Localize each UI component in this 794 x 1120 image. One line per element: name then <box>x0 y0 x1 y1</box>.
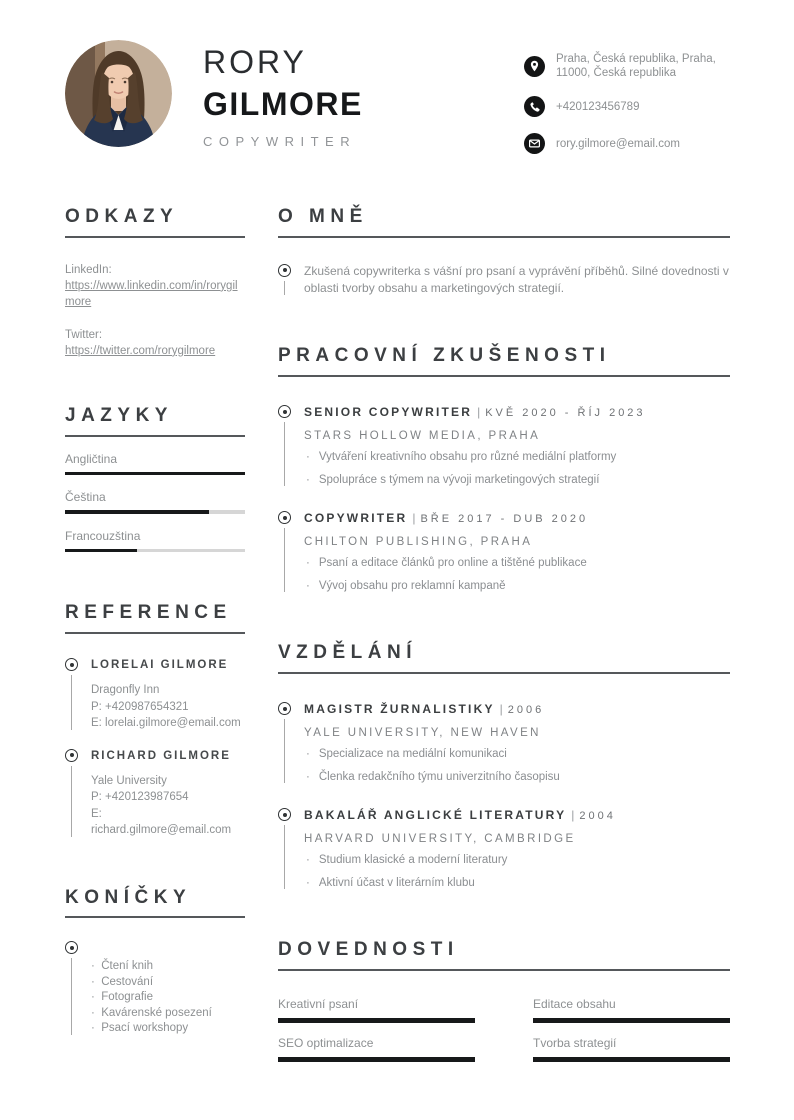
language-name: Angličtina <box>65 451 118 466</box>
language-name: Čeština <box>65 490 106 505</box>
timeline-rail <box>278 701 291 785</box>
section-links <box>65 206 245 359</box>
hobby-item: · Psací workshopy <box>91 1021 245 1037</box>
reference-name: LORELAI GILMORE <box>91 659 229 672</box>
section-skills <box>278 939 730 1062</box>
section-divider <box>278 672 730 674</box>
section-divider <box>278 969 730 971</box>
language-item <box>65 529 245 553</box>
degree-dates: 2006 <box>507 704 545 717</box>
education-bullet: · Aktivní účast v literárním klubu <box>304 876 730 891</box>
contact-phone: +420123456789 <box>556 100 640 113</box>
education-entry <box>278 701 730 785</box>
education-bullet: · Studium klasické a moderní literatury <box>304 853 730 868</box>
references-section-title: REFERENCE <box>65 602 232 624</box>
job-bullet: · Vytváření kreativního obsahu pro různé mediální platformy <box>304 450 730 465</box>
timeline-line <box>71 958 72 1035</box>
header <box>65 40 730 154</box>
timeline-line <box>284 281 285 296</box>
languages-section-title: JAZYKY <box>65 404 173 426</box>
skills-section-title: DOVEDNOSTI <box>278 939 459 961</box>
language-level-bar <box>65 510 245 514</box>
timeline-line <box>284 422 285 486</box>
link-label: Twitter: <box>65 328 103 341</box>
language-name: Francouzština <box>65 528 141 543</box>
timeline-rail <box>278 404 291 488</box>
contact-phone-row <box>524 96 730 117</box>
section-divider <box>65 236 245 238</box>
portrait-photo <box>65 40 172 147</box>
degree-dates: 2004 <box>579 810 616 823</box>
hobby-list <box>91 959 245 1037</box>
skill-item <box>278 997 475 1023</box>
about-entry <box>278 263 730 298</box>
reference-email: E: lorelai.gilmore@email.com <box>91 717 241 730</box>
timeline-rail <box>278 807 291 891</box>
job-bullet: · Vývoj obsahu pro reklamní kampaně <box>304 579 730 594</box>
skill-level-bar <box>278 1018 475 1023</box>
location-pin-icon <box>524 56 545 77</box>
timeline-line <box>71 675 72 730</box>
avatar <box>65 40 172 147</box>
contact-address: Praha, Česká republika, Praha, 11000, Česká republika <box>556 53 716 80</box>
last-name: GILMORE <box>203 86 363 122</box>
circle-dot-icon <box>278 405 291 418</box>
job-title: COPYWRITER <box>203 134 357 149</box>
envelope-icon <box>524 133 545 154</box>
section-divider <box>278 236 730 238</box>
reference-organization: Dragonfly Inn <box>91 684 160 697</box>
job-role: COPYWRITER <box>304 511 408 526</box>
skill-item <box>533 1036 730 1062</box>
school-name: YALE UNIVERSITY, NEW HAVEN <box>304 727 541 740</box>
circle-dot-icon <box>65 658 78 671</box>
hobby-entry <box>65 940 245 1037</box>
education-bullet: · Specializace na mediální komunikaci <box>304 747 730 762</box>
contact-email: rory.gilmore@email.com <box>556 137 680 150</box>
timeline-rail <box>65 657 78 732</box>
timeline-line <box>284 528 285 592</box>
skill-level-bar <box>533 1057 730 1062</box>
contact-address-row <box>524 52 730 80</box>
language-level-bar <box>65 549 245 553</box>
links-section-title: ODKAZY <box>65 206 179 228</box>
skills-grid <box>278 997 730 1062</box>
circle-dot-icon <box>278 808 291 821</box>
education-bullet: · Členka redakčního týmu univerzitního časopisu <box>304 770 730 785</box>
experience-section-title: PRACOVNÍ ZKUŠENOSTI <box>278 345 611 367</box>
section-divider <box>65 435 245 437</box>
section-education <box>278 642 730 891</box>
experience-entry <box>278 510 730 594</box>
circle-dot-icon <box>278 702 291 715</box>
reference-phone: P: +420123987654 <box>91 791 189 804</box>
reference-entry <box>65 748 245 839</box>
skill-name: Editace obsahu <box>533 996 616 1011</box>
skill-level-bar <box>533 1018 730 1023</box>
circle-dot-icon <box>278 264 291 277</box>
job-dates: BŘE 2017 - DUB 2020 <box>420 513 589 526</box>
separator: | <box>571 808 575 823</box>
timeline-rail <box>278 263 291 298</box>
skill-level-bar <box>278 1057 475 1062</box>
timeline-rail <box>65 940 78 1037</box>
right-column <box>278 206 730 1062</box>
hobby-item: · Cestování <box>91 975 245 991</box>
timeline-rail <box>278 510 291 594</box>
contact-info <box>524 52 730 154</box>
education-section-title: VZDĚLÁNÍ <box>278 642 417 664</box>
reference-email: E: richard.gilmore@email.com <box>91 807 232 837</box>
experience-entry <box>278 404 730 488</box>
skill-name: Kreativní psaní <box>278 996 359 1011</box>
hobby-item: · Kavárenské posezení <box>91 1006 245 1022</box>
section-about <box>278 206 730 297</box>
language-level-bar <box>65 472 245 476</box>
skill-name: SEO optimalizace <box>278 1035 374 1050</box>
language-item <box>65 452 245 476</box>
hobby-item: · Fotografie <box>91 990 245 1006</box>
phone-icon <box>524 96 545 117</box>
reference-phone: P: +420987654321 <box>91 700 189 713</box>
job-role: SENIOR COPYWRITER <box>304 405 473 420</box>
job-bullet: · Spolupráce s týmem na vývoji marketingových strategií <box>304 473 730 488</box>
first-name: RORY <box>203 44 307 80</box>
timeline-line <box>284 825 285 889</box>
about-text: Zkušená copywriterka s vášní pro psaní a vyprávění příběhů. Silné dovednosti v oblasti tvorby obsahu a marketingových strategií. <box>304 264 729 296</box>
about-section-title: O MNĚ <box>278 206 368 228</box>
job-company: CHILTON PUBLISHING, PRAHA <box>304 536 533 549</box>
circle-dot-icon <box>65 749 78 762</box>
job-bullet: · Psaní a editace článků pro online a tištěné publikace <box>304 556 730 571</box>
skill-item <box>278 1036 475 1062</box>
section-languages <box>65 405 245 552</box>
school-name: HARVARD UNIVERSITY, CAMBRIDGE <box>304 833 576 846</box>
hobby-item: · Čtení knih <box>91 959 245 975</box>
degree-title: MAGISTR ŽURNALISTIKY <box>304 702 495 717</box>
skill-name: Tvorba strategií <box>533 1035 617 1050</box>
link-item-twitter <box>65 327 245 359</box>
timeline-line <box>284 719 285 783</box>
content-columns <box>65 206 730 1062</box>
circle-dot-icon <box>278 511 291 524</box>
twitter-link[interactable]: https://twitter.com/rorygilmore <box>65 344 216 357</box>
timeline-rail <box>65 748 78 839</box>
separator: | <box>412 511 416 526</box>
degree-title: BAKALÁŘ ANGLICKÉ LITERATURY <box>304 808 567 823</box>
link-label: LinkedIn: <box>65 263 112 276</box>
reference-organization: Yale University <box>91 774 167 787</box>
separator: | <box>499 702 503 717</box>
section-divider <box>65 916 245 918</box>
reference-entry <box>65 657 245 732</box>
job-company: STARS HOLLOW MEDIA, PRAHA <box>304 430 541 443</box>
circle-dot-icon <box>65 941 78 954</box>
skill-item <box>533 997 730 1023</box>
section-experience <box>278 345 730 594</box>
education-entry <box>278 807 730 891</box>
contact-email-row <box>524 133 730 154</box>
language-item <box>65 490 245 514</box>
linkedin-link[interactable]: https://www.linkedin.com/in/rorygilmore <box>65 279 238 308</box>
name-block <box>203 46 363 149</box>
section-references <box>65 602 245 838</box>
left-column <box>65 206 245 1062</box>
timeline-line <box>71 766 72 837</box>
section-divider <box>278 375 730 377</box>
hobbies-section-title: KONÍČKY <box>65 886 192 908</box>
section-divider <box>65 632 245 634</box>
separator: | <box>477 405 481 420</box>
job-dates: KVĚ 2020 - ŘÍJ 2023 <box>485 407 646 420</box>
reference-name: RICHARD GILMORE <box>91 749 231 762</box>
link-item-linkedin <box>65 262 245 310</box>
section-hobbies <box>65 887 245 1037</box>
